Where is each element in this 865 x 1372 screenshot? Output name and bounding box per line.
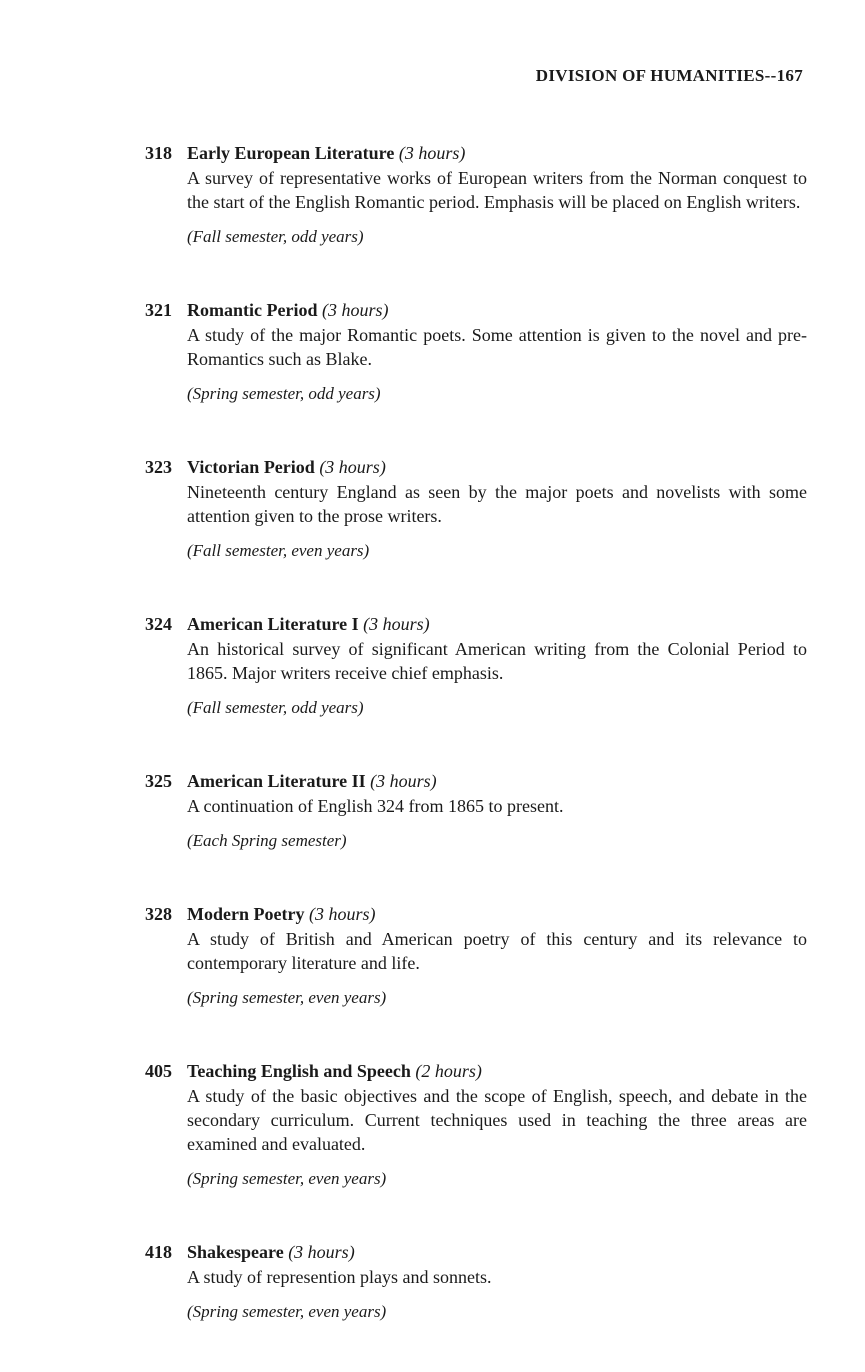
- course-entry: [145, 1239, 807, 1323]
- course-entry: [145, 454, 807, 562]
- course-number: 328: [145, 904, 172, 924]
- course-title: Teaching English and Speech: [187, 1061, 411, 1081]
- course-title: Early European Literature: [187, 143, 395, 163]
- course-entry: [145, 901, 807, 1009]
- course-hours: (3 hours): [363, 614, 430, 634]
- course-description: A study of British and American poetry of this century and its relevance to contemporary literature and life.: [187, 929, 807, 973]
- course-description: A survey of representative works of European writers from the Norman conquest to the start of the English Romantic period. Emphasis will be placed on English writers.: [187, 168, 807, 212]
- course-title: American Literature II: [187, 771, 366, 791]
- course-number: 418: [145, 1242, 172, 1262]
- course-title: Romantic Period: [187, 300, 318, 320]
- course-hours: (3 hours): [288, 1242, 355, 1262]
- course-description: A study of represention plays and sonnets.: [187, 1267, 492, 1287]
- course-heading: [187, 1058, 807, 1084]
- course-heading: [187, 297, 807, 323]
- course-heading: [187, 1239, 807, 1265]
- course-body: [187, 611, 807, 719]
- course-title: Shakespeare: [187, 1242, 284, 1262]
- course-body: [187, 297, 807, 405]
- course-schedule: (Fall semester, even years): [187, 541, 370, 560]
- course-hours: (2 hours): [415, 1061, 482, 1081]
- course-title: American Literature I: [187, 614, 359, 634]
- course-number: 321: [145, 300, 172, 320]
- course-description: A study of the basic objectives and the scope of English, speech, and debate in the secondary curriculum. Current techniques used in teaching the three areas are examined and evaluated.: [187, 1086, 807, 1154]
- course-number: 405: [145, 1061, 172, 1081]
- course-number: 318: [145, 143, 172, 163]
- course-entry: [145, 768, 807, 852]
- course-heading: [187, 611, 807, 637]
- course-entry: [145, 297, 807, 405]
- course-heading: [187, 454, 807, 480]
- course-schedule: (Each Spring semester): [187, 831, 347, 850]
- course-description: A study of the major Romantic poets. Some attention is given to the novel and pre-Romantics such as Blake.: [187, 325, 807, 369]
- course-hours: (3 hours): [319, 457, 386, 477]
- course-heading: [187, 140, 807, 166]
- course-number: 325: [145, 771, 172, 791]
- course-heading: [187, 901, 807, 927]
- course-hours: (3 hours): [321, 300, 389, 320]
- course-description: A continuation of English 324 from 1865 to present.: [187, 796, 564, 816]
- course-schedule: (Fall semester, odd years): [187, 227, 364, 246]
- course-number: 323: [145, 457, 172, 477]
- course-title: Victorian Period: [187, 457, 315, 477]
- course-entry: [145, 1058, 807, 1190]
- course-body: [187, 1058, 807, 1190]
- course-entry: [145, 611, 807, 719]
- course-description: An historical survey of significant American writing from the Colonial Period to 1865. Major writers receive chief emphasis.: [187, 639, 807, 683]
- course-entry: [145, 140, 807, 248]
- course-body: [187, 768, 807, 852]
- course-body: [187, 1239, 807, 1323]
- running-head: DIVISION OF HUMANITIES--167: [535, 66, 803, 85]
- course-description: Nineteenth century England as seen by the major poets and novelists with some attention given to the prose writers.: [187, 482, 807, 526]
- course-body: [187, 901, 807, 1009]
- course-body: [187, 140, 807, 248]
- course-number: 324: [145, 614, 172, 634]
- course-body: [187, 454, 807, 562]
- course-hours: (3 hours): [398, 143, 466, 163]
- course-hours: (3 hours): [308, 904, 376, 924]
- course-hours: (3 hours): [370, 771, 437, 791]
- course-schedule: (Spring semester, even years): [187, 1302, 387, 1321]
- course-schedule: (Fall semester, odd years): [187, 698, 364, 717]
- course-schedule: (Spring semester, odd years): [187, 384, 381, 403]
- course-heading: [187, 768, 807, 794]
- course-list: [145, 140, 807, 1372]
- course-title: Modern Poetry: [187, 904, 305, 924]
- course-schedule: (Spring semester, even years): [187, 1169, 387, 1188]
- course-schedule: (Spring semester, even years): [187, 988, 387, 1007]
